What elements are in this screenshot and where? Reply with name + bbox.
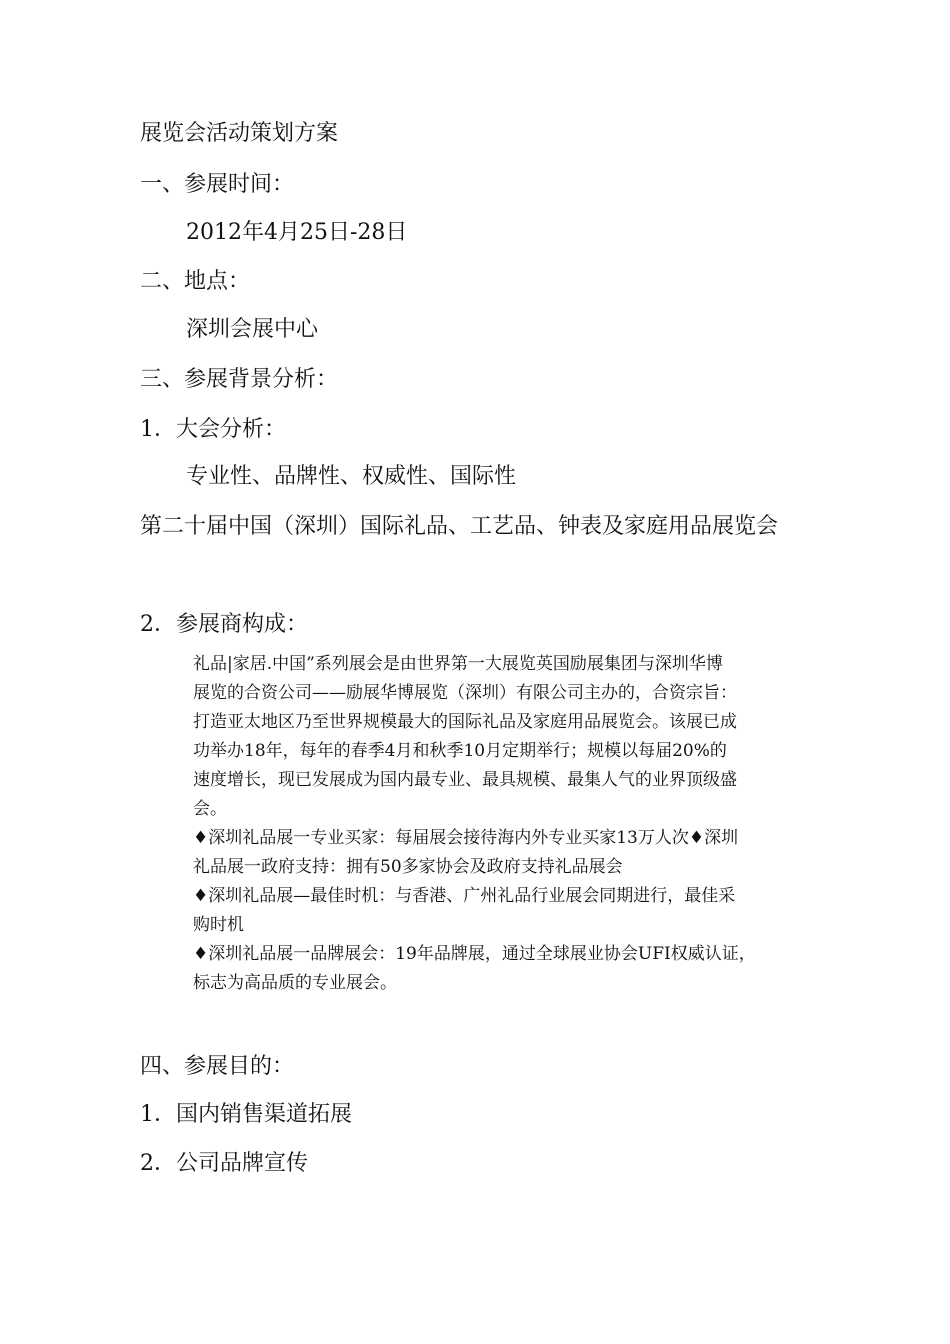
paragraph-line: ♦深圳礼品展—最佳时机：与香港、广州礼品行业展会同期进行，最佳采: [193, 886, 736, 906]
paragraph-line: 礼品|家居.中国”系列展会是由世界第一大展览英国励展集团与深圳华博: [193, 654, 723, 674]
purpose-item-brand-promotion: 2．公司品牌宣传: [140, 1151, 308, 1176]
bullet-best-timing: [193, 882, 813, 940]
paragraph-line: 速度增长，现已发展成为国内最专业、最具规模、最集人气的业界顶级盛: [193, 770, 737, 790]
section-heading-purpose: 四、参展目的：: [140, 1054, 295, 1079]
document-title: 展览会活动策划方案: [140, 121, 339, 146]
exhibition-full-name: 第二十届中国（深圳）国际礼品、工艺品、钟表及家庭用品展览会: [140, 514, 779, 539]
section-heading-location: 二、地点：: [140, 269, 251, 294]
exhibition-location: 深圳会展中心: [186, 317, 319, 342]
paragraph-line: 礼品展一政府支持：拥有50多家协会及政府支持礼品展会: [193, 857, 623, 877]
exhibition-date: 2012年4月25日-28日: [186, 220, 408, 245]
paragraph-line: ♦深圳礼品展一品牌展会：19年品牌展，通过全球展业协会UFI权威认证，: [193, 944, 756, 964]
purpose-item-sales-channel: 1．国内销售渠道拓展: [140, 1102, 352, 1127]
paragraph-line: 打造亚太地区乃至世界规模最大的国际礼品及家庭用品展览会。该展已成: [193, 712, 737, 732]
section-heading-background: 三、参展背景分析：: [140, 367, 339, 392]
intro-paragraph: [193, 650, 813, 824]
paragraph-line: 标志为高品质的专业展会。: [193, 973, 397, 993]
subheading-exhibitor-composition: 2．参展商构成：: [140, 612, 308, 637]
bullet-brand-exhibition: [193, 940, 813, 998]
conference-properties: 专业性、品牌性、权威性、国际性: [186, 464, 517, 489]
paragraph-line: 购时机: [193, 915, 244, 935]
paragraph-line: 展览的合资公司——励展华博展览（深圳）有限公司主办的，合资宗旨：: [193, 683, 737, 703]
subheading-conference-analysis: 1．大会分析：: [140, 417, 286, 442]
paragraph-line: 功举办18年，每年的春季4月和秋季10月定期举行；规模以每届20%的: [193, 741, 727, 761]
paragraph-line: 会。: [193, 799, 227, 819]
section-heading-time: 一、参展时间：: [140, 172, 295, 197]
paragraph-line: ♦深圳礼品展一专业买家：每届展会接待海内外专业买家13万人次♦深圳: [193, 828, 739, 848]
bullet-professional-buyers: [193, 824, 813, 882]
